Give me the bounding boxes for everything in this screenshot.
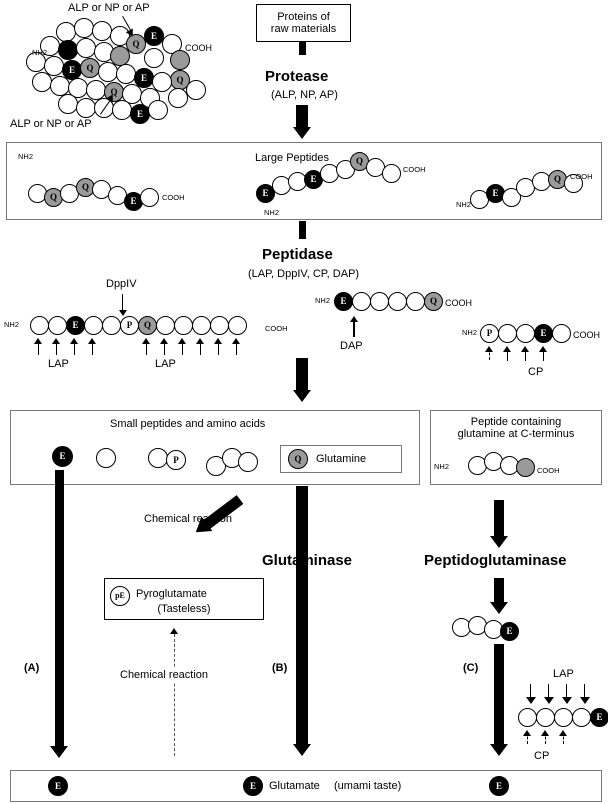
arrowhead xyxy=(214,338,222,344)
chemical-reaction-label-1: Chemical reaction xyxy=(144,513,233,525)
arrowhead xyxy=(142,338,150,344)
bead xyxy=(76,98,96,118)
bead xyxy=(516,324,535,343)
umami-label: (umami taste) xyxy=(334,780,402,792)
arrow-branch-c xyxy=(494,644,504,746)
bead-glu: E xyxy=(134,68,154,88)
arrowhead xyxy=(523,730,531,736)
bead-glu: E xyxy=(62,60,82,80)
arrowhead xyxy=(544,697,554,704)
arrowhead xyxy=(503,346,511,352)
cooh-label: COOH xyxy=(570,172,593,181)
arrow-to-protease xyxy=(299,42,306,55)
arrowhead xyxy=(293,744,311,756)
dap-label: DAP xyxy=(340,340,363,352)
peptide-chain-right xyxy=(468,162,598,217)
branch-b-label: (B) xyxy=(272,662,288,674)
bead-gln: Q xyxy=(44,188,63,207)
bead-glu: E xyxy=(256,184,275,203)
cooh-label-blob: COOH xyxy=(185,43,212,53)
bead-gln: Q xyxy=(76,178,95,197)
bead xyxy=(56,22,76,42)
glutamate-label: Glutamate xyxy=(269,780,320,792)
bead xyxy=(228,316,247,335)
reversible-reaction-line xyxy=(174,634,175,756)
bead-gln xyxy=(516,458,535,477)
bead xyxy=(406,292,425,311)
bead-pro: P xyxy=(120,316,139,335)
protein-source-box xyxy=(256,4,351,42)
arrowhead xyxy=(160,338,168,344)
branch-c-label: (C) xyxy=(463,662,479,674)
arrowhead xyxy=(521,346,529,352)
bead-glu: E xyxy=(334,292,353,311)
c-branch-chain xyxy=(518,706,608,730)
peptidase-label: Peptidase xyxy=(262,246,333,263)
arrow-branch-b xyxy=(296,486,308,746)
peptide-chain-left xyxy=(14,170,174,215)
bead xyxy=(192,316,211,335)
protease-label: Protease xyxy=(265,68,329,85)
arrowhead xyxy=(88,338,96,344)
arrow-to-peptidase xyxy=(299,221,306,239)
bead xyxy=(148,448,168,468)
small-peptides-title: Small peptides and amino acids xyxy=(110,418,266,430)
bead-glu: E xyxy=(130,104,150,124)
bead-glu: E xyxy=(52,446,73,467)
pyroglutamate-label: Pyroglutamate xyxy=(136,588,207,600)
bead xyxy=(96,448,116,468)
bead-glu: E xyxy=(534,324,553,343)
arrowhead xyxy=(350,316,358,322)
bead-glu: E xyxy=(500,622,519,641)
bead-gln: Q xyxy=(424,292,443,311)
bead xyxy=(536,708,555,727)
bead-pro: P xyxy=(480,324,499,343)
nh2-label: NH2 xyxy=(18,152,34,161)
arrowhead xyxy=(52,338,60,344)
bead-gln xyxy=(170,50,190,70)
nh2-label: NH2 xyxy=(315,296,331,305)
bead-glu: E xyxy=(486,184,505,203)
peptide-gln-title: Peptide containing glutamine at C-terminus xyxy=(457,416,575,440)
arrow-peptidase-to-small xyxy=(296,358,308,392)
peptidoglutaminase-label: Peptidoglutaminase xyxy=(424,552,567,569)
bead xyxy=(76,38,96,58)
arrowhead xyxy=(70,338,78,344)
nh2-label: NH2 xyxy=(462,328,478,337)
pyroglutamate-sub: (Tasteless) xyxy=(157,603,211,615)
bead xyxy=(30,316,49,335)
glutamine-label: Glutamine xyxy=(316,453,367,465)
bead xyxy=(186,80,206,100)
nh2-label: NH2 xyxy=(456,200,472,209)
cooh-label: COOH xyxy=(162,193,185,202)
bead-glu: E xyxy=(48,776,68,796)
nh2-label-blob: NH2 xyxy=(32,48,48,57)
bead xyxy=(74,18,94,38)
bead xyxy=(518,708,537,727)
cooh-label: COOH xyxy=(537,466,560,475)
bead xyxy=(84,316,103,335)
arrowhead xyxy=(119,310,127,316)
lap-label-1: LAP xyxy=(48,358,69,370)
arrowhead xyxy=(196,338,204,344)
arrow-branch-a xyxy=(55,470,64,748)
peptide-gln-chain xyxy=(452,452,582,478)
alp-np-ap-label-top: ALP or NP or AP xyxy=(68,2,150,14)
arrowhead xyxy=(580,697,590,704)
protein-source-label: Proteins of raw materials xyxy=(270,11,337,35)
bead xyxy=(102,316,121,335)
bead-gln: Q xyxy=(288,449,308,469)
bead xyxy=(112,100,132,120)
arrowhead xyxy=(490,602,508,614)
arrowhead xyxy=(490,536,508,548)
nh2-label: NH2 xyxy=(4,320,20,329)
protease-cut-arrow-bottom xyxy=(100,96,114,116)
branch-a-label: (A) xyxy=(24,662,40,674)
dppiv-label: DppIV xyxy=(106,278,137,290)
bead xyxy=(58,94,78,114)
cooh-label: COOH xyxy=(403,165,426,174)
bead xyxy=(552,324,571,343)
nh2-label: NH2 xyxy=(264,208,280,217)
arrowhead xyxy=(559,730,567,736)
bead-glu: E xyxy=(66,316,85,335)
bead-pro: P xyxy=(166,450,186,470)
bead-glu: E xyxy=(243,776,263,796)
chemical-reaction-label-2: Chemical reaction xyxy=(120,669,209,681)
bead xyxy=(92,21,112,41)
bead xyxy=(210,316,229,335)
nh2-label: NH2 xyxy=(434,462,450,471)
cp-label: CP xyxy=(528,366,544,378)
arrowhead xyxy=(178,338,186,344)
bead xyxy=(388,292,407,311)
arrowhead xyxy=(539,346,547,352)
bead-glu: E xyxy=(304,170,323,189)
arrowhead xyxy=(293,390,311,402)
arrowhead xyxy=(526,697,536,704)
bead-glu: E xyxy=(144,26,164,46)
bead xyxy=(116,64,136,84)
peptidase-chain-left xyxy=(10,314,265,338)
arrowhead xyxy=(293,127,311,139)
glutaminase-label: Glutaminase xyxy=(262,552,353,569)
bead-glu: E xyxy=(590,708,608,727)
lap-label-2: LAP xyxy=(155,358,176,370)
protease-cut-arrow-top xyxy=(123,16,135,38)
bead-gln: Q xyxy=(138,316,157,335)
bead xyxy=(148,100,168,120)
arrowhead xyxy=(232,338,240,344)
bead xyxy=(572,708,591,727)
bead-gln: Q xyxy=(126,34,146,54)
arrowhead xyxy=(562,697,572,704)
bead xyxy=(140,188,159,207)
protease-detail: (ALP, NP, AP) xyxy=(271,89,338,101)
bead-gln: Q xyxy=(170,70,190,90)
peptide-chain-middle xyxy=(250,146,440,216)
bead xyxy=(370,292,389,311)
cooh-label: COOH xyxy=(573,330,600,340)
arrow-protease-to-peptides xyxy=(296,105,308,127)
bead-gln: Q xyxy=(350,152,369,171)
bead xyxy=(238,452,258,472)
alp-np-ap-label-bottom: ALP or NP or AP xyxy=(10,118,92,130)
cooh-label: COOH xyxy=(445,298,472,308)
peptide-with-glu xyxy=(450,616,550,642)
bead-glu: E xyxy=(124,192,143,211)
large-peptides-label: Large Peptides xyxy=(255,152,329,164)
dap-arrow xyxy=(353,320,355,337)
bead xyxy=(382,164,401,183)
bead xyxy=(498,324,517,343)
arrowhead xyxy=(34,338,42,344)
bead xyxy=(156,316,175,335)
lap-label-c: LAP xyxy=(553,668,574,680)
arrow-peptidoglutaminase-down xyxy=(494,578,504,604)
bead xyxy=(50,76,70,96)
bead-gln: Q xyxy=(548,170,567,189)
bead-gln: Q xyxy=(104,82,124,102)
bead xyxy=(174,316,193,335)
arrow-to-peptidoglutaminase xyxy=(494,500,504,538)
arrowhead xyxy=(50,746,68,758)
bead xyxy=(32,72,52,92)
cooh-label: COOH xyxy=(265,324,288,333)
peptidase-detail: (LAP, DppIV, CP, DAP) xyxy=(248,268,360,280)
arrowhead xyxy=(485,346,493,352)
bead-pyroglutamate: pE xyxy=(110,586,130,606)
bead-gln: Q xyxy=(80,58,100,78)
bead xyxy=(554,708,573,727)
bead xyxy=(48,316,67,335)
bead-glu: E xyxy=(489,776,509,796)
arrowhead xyxy=(490,744,508,756)
arrowhead xyxy=(170,628,178,634)
bead xyxy=(144,48,164,68)
bead xyxy=(98,62,118,82)
bead-glu xyxy=(58,40,78,60)
bead xyxy=(352,292,371,311)
arrowhead xyxy=(541,730,549,736)
cp-label-c: CP xyxy=(534,750,550,762)
bead xyxy=(168,88,188,108)
